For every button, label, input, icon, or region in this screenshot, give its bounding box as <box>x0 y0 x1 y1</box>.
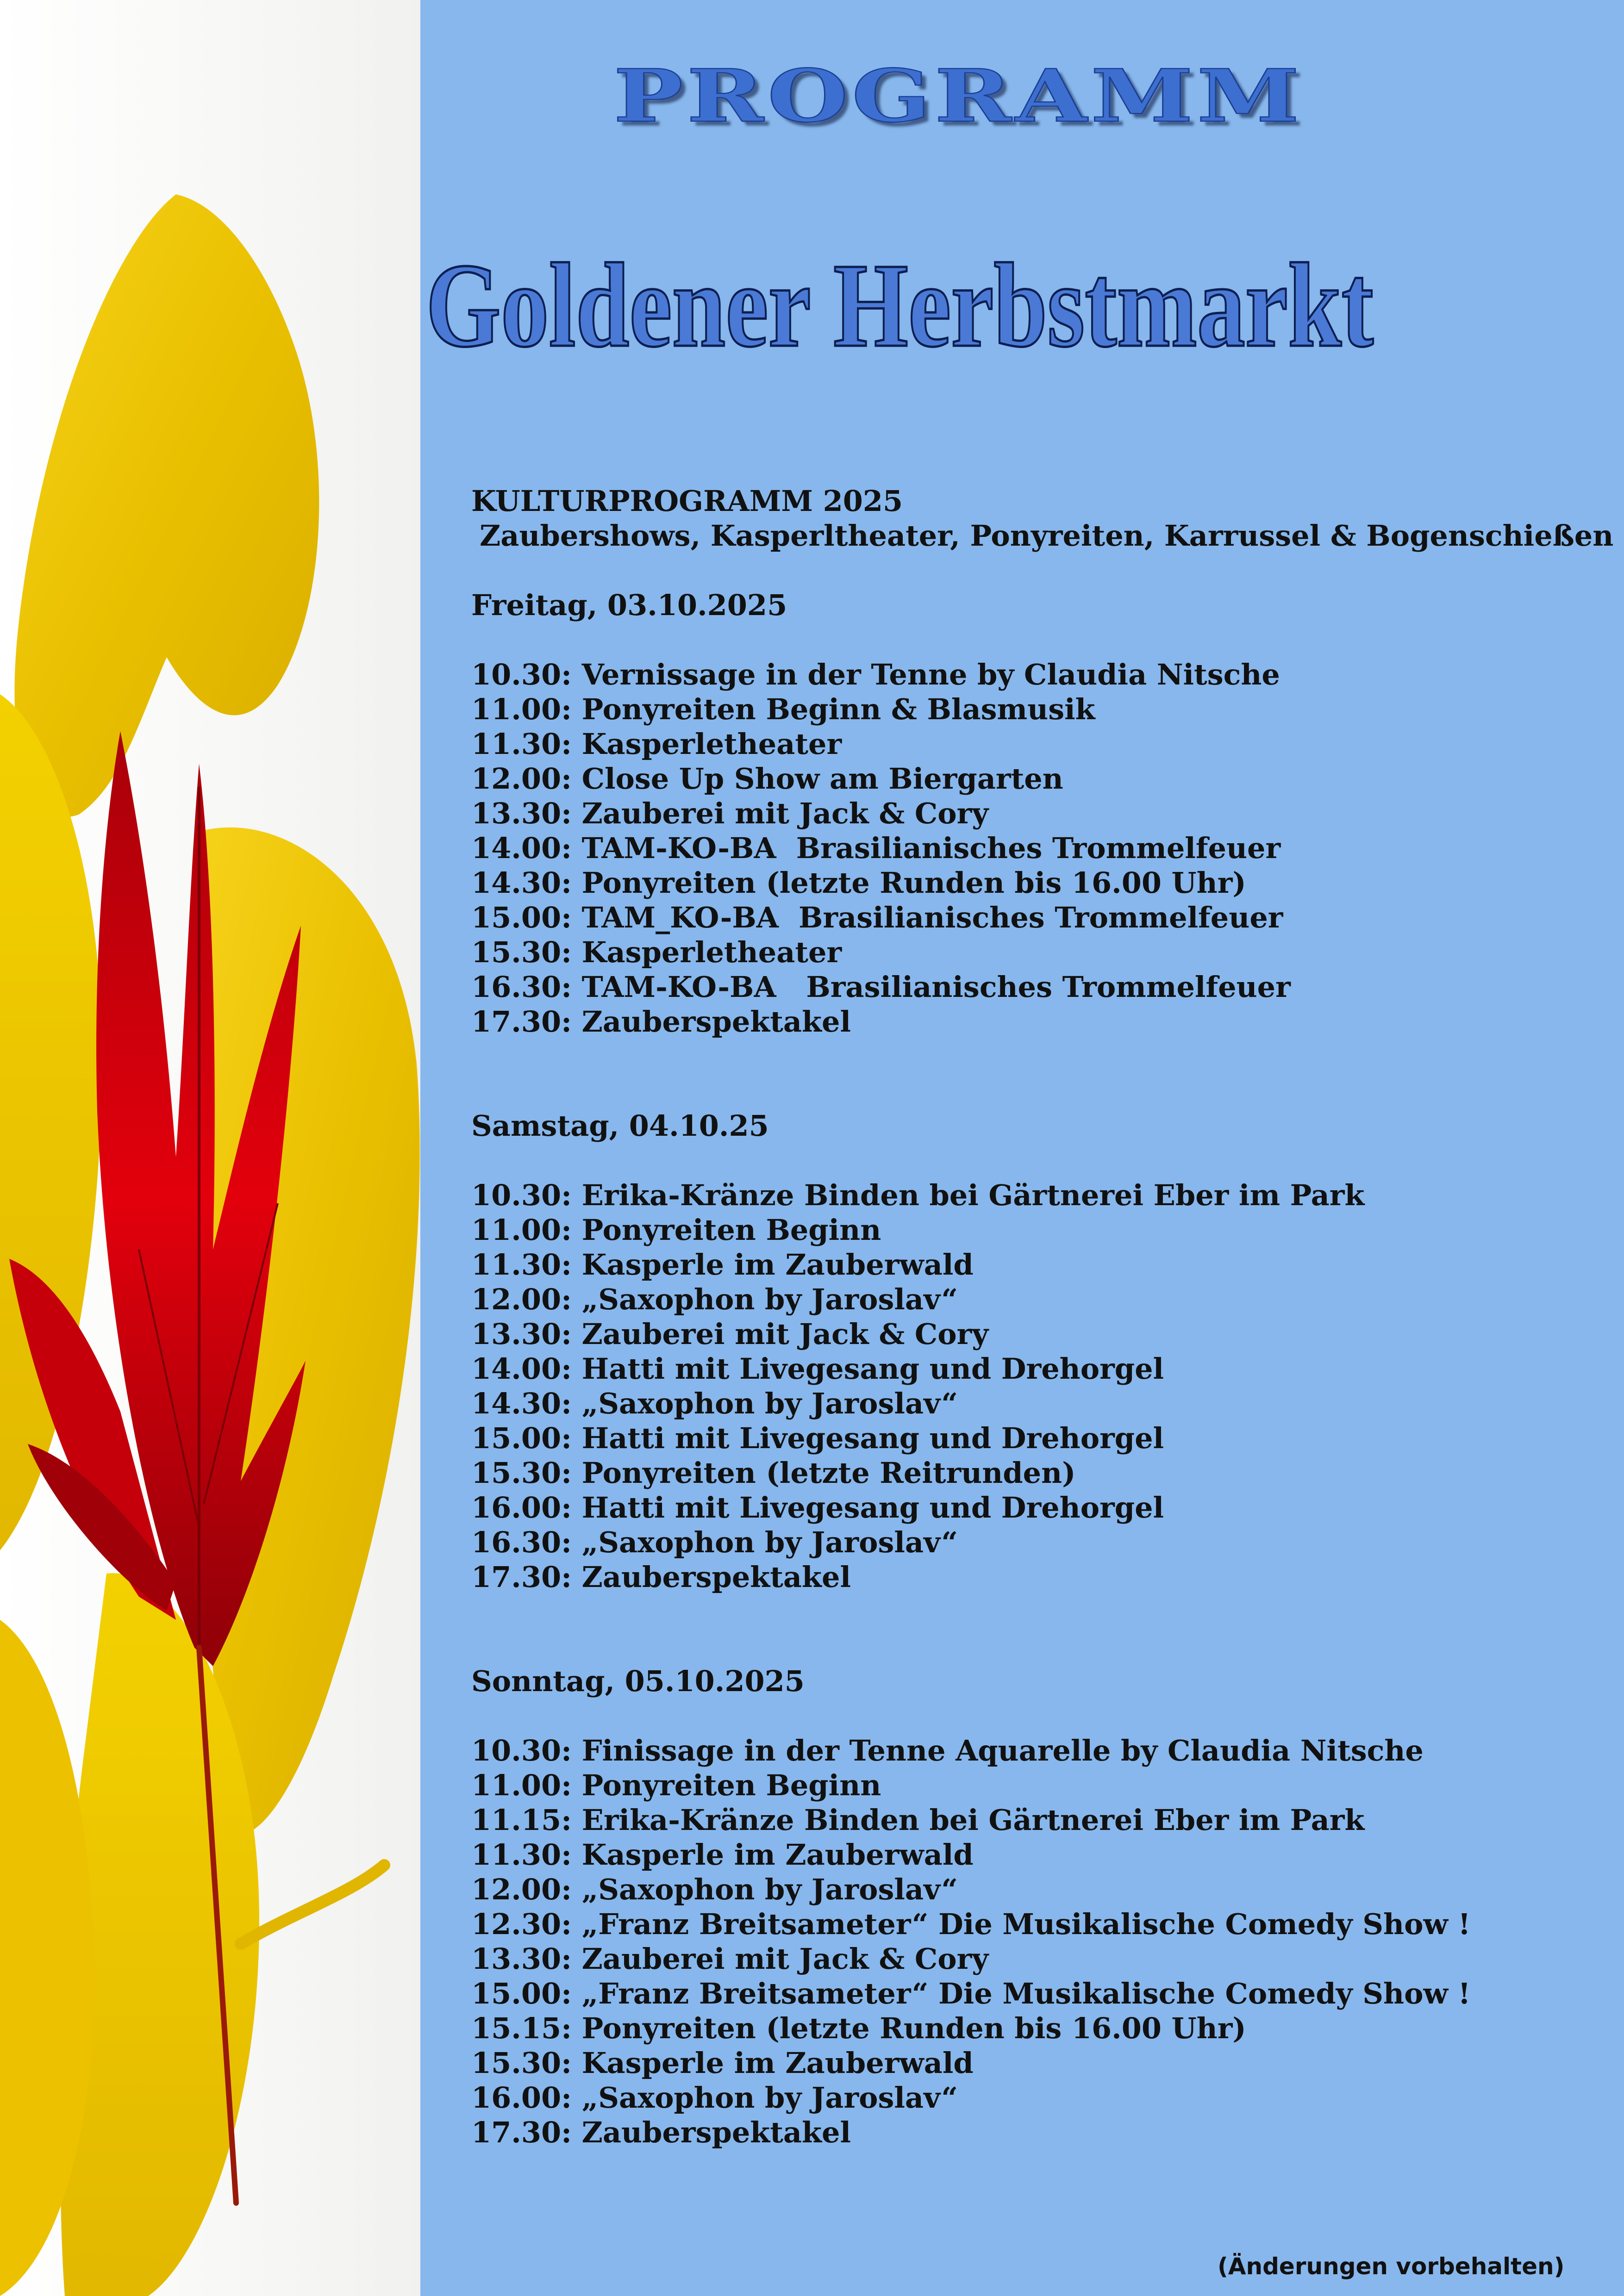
schedule-item: 14.30: Ponyreiten (letzte Runden bis 16.00 Uhr) <box>471 866 1246 900</box>
ginkgo-leaf-top <box>14 194 319 817</box>
ginkgo-stem <box>241 1865 384 1944</box>
day-title: Freitag, 03.10.2025 <box>471 588 787 622</box>
schedule-item: 17.30: Zauberspektakel <box>471 2116 851 2149</box>
schedule-item: 16.00: Hatti mit Livegesang und Drehorgel <box>471 1491 1164 1524</box>
schedule-item: 12.30: „Franz Breitsameter“ Die Musikalische Comedy Show ! <box>471 1907 1471 1941</box>
schedule-item: 13.30: Zauberei mit Jack & Cory <box>471 796 989 830</box>
schedule-item: 16.30: TAM-KO-BA Brasilianisches Trommelfeuer <box>471 970 1291 1004</box>
leaf-illustration-panel <box>0 0 420 2296</box>
program-content <box>471 484 1614 2150</box>
page-title: PROGRAMM <box>613 53 1303 139</box>
schedule-item: 16.30: „Saxophon by Jaroslav“ <box>471 1525 958 1559</box>
schedule-item: 10.30: Vernissage in der Tenne by Claudia Nitsche <box>471 658 1280 691</box>
schedule-item: 16.00: „Saxophon by Jaroslav“ <box>471 2081 958 2115</box>
autumn-leaves-illustration <box>0 0 420 2296</box>
disclaimer-note: (Änderungen vorbehalten) <box>1218 2253 1565 2280</box>
event-title: Goldener Herbstmarkt <box>426 239 1374 372</box>
schedule-item: 13.30: Zauberei mit Jack & Cory <box>471 1942 989 1976</box>
schedule-item: 10.30: Erika-Kränze Binden bei Gärtnerei Eber im Park <box>471 1178 1365 1212</box>
schedule-item: 15.30: Kasperletheater <box>471 935 842 969</box>
schedule-item: 10.30: Finissage in der Tenne Aquarelle by Claudia Nitsche <box>471 1734 1424 1767</box>
day-section <box>471 588 1601 1039</box>
schedule-item: 12.00: Close Up Show am Biergarten <box>471 762 1063 796</box>
schedule-item: 11.00: Ponyreiten Beginn <box>471 1213 881 1247</box>
schedule-item: 14.00: Hatti mit Livegesang und Drehorgel <box>471 1352 1164 1386</box>
schedule-item: 11.00: Ponyreiten Beginn & Blasmusik <box>471 692 1095 726</box>
day-section <box>471 1664 1601 2150</box>
schedule-item: 15.30: Kasperle im Zauberwald <box>471 2046 974 2080</box>
program-activities: Zaubershows, Kasperltheater, Ponyreiten, Karrussel & Bogenschießen <box>480 519 1614 553</box>
schedule-item: 15.00: Hatti mit Livegesang und Drehorgel <box>471 1421 1164 1455</box>
schedule-item: 12.00: „Saxophon by Jaroslav“ <box>471 1873 958 1906</box>
schedule-item: 17.30: Zauberspektakel <box>471 1005 851 1039</box>
schedule-item: 13.30: Zauberei mit Jack & Cory <box>471 1317 989 1351</box>
schedule-item: 15.00: „Franz Breitsameter“ Die Musikalische Comedy Show ! <box>471 1977 1471 2010</box>
schedule-item: 11.30: Kasperle im Zauberwald <box>471 1838 974 1872</box>
schedule-item: 17.30: Zauberspektakel <box>471 1560 851 1594</box>
schedule-item: 11.30: Kasperletheater <box>471 727 842 761</box>
schedule-item: 15.30: Ponyreiten (letzte Reitrunden) <box>471 1456 1076 1490</box>
day-title: Sonntag, 05.10.2025 <box>471 1664 805 1698</box>
day-title: Samstag, 04.10.25 <box>471 1109 769 1143</box>
schedule-item: 14.00: TAM-KO-BA Brasilianisches Trommelfeuer <box>471 831 1281 865</box>
schedule-item: 15.00: TAM_KO-BA Brasilianisches Trommelfeuer <box>471 901 1283 934</box>
schedule-item: 14.30: „Saxophon by Jaroslav“ <box>471 1387 958 1420</box>
day-section <box>471 1108 1601 1594</box>
program-heading: KULTURPROGRAMM 2025 <box>471 484 903 518</box>
schedule-item: 11.15: Erika-Kränze Binden bei Gärtnerei Eber im Park <box>471 1803 1365 1837</box>
schedule-item: 12.00: „Saxophon by Jaroslav“ <box>471 1282 958 1316</box>
schedule-item: 11.30: Kasperle im Zauberwald <box>471 1248 974 1282</box>
schedule-item: 15.15: Ponyreiten (letzte Runden bis 16.00 Uhr) <box>471 2011 1246 2045</box>
schedule-item: 11.00: Ponyreiten Beginn <box>471 1768 881 1802</box>
